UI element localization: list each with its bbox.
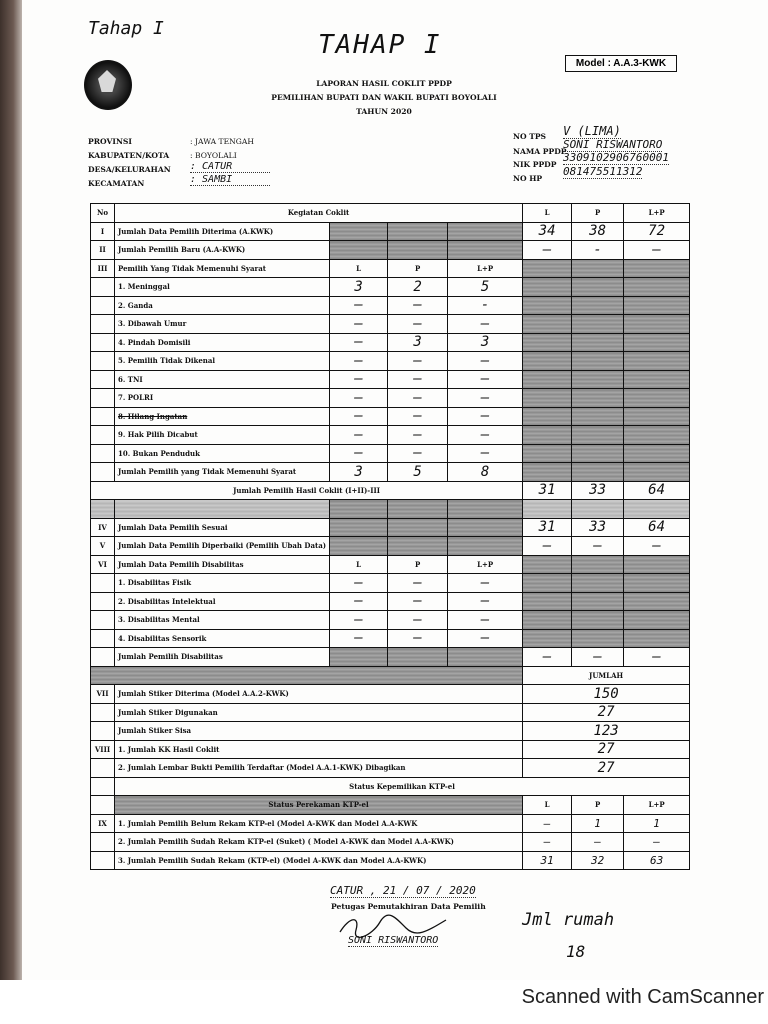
tps-value: V (LIMA) <box>563 124 621 138</box>
status-rekam-label: Status Perekaman KTP-el <box>115 796 523 815</box>
corner-note: Tahap I <box>88 18 164 39</box>
stiker-value: 150 <box>523 685 690 704</box>
table-row <box>91 222 690 241</box>
ktp-row <box>91 814 690 833</box>
value-l: — <box>330 296 388 315</box>
row-label: Jumlah Data Pemilih Diterima (A.KWK) <box>115 222 330 241</box>
col-l-header: L <box>523 204 572 223</box>
value-p: — <box>388 426 448 445</box>
value-l: 31 <box>523 851 572 870</box>
tms-total-label: Jumlah Pemilih yang Tidak Memenuhi Syarat <box>115 463 330 482</box>
ktp-label: 1. Jumlah Pemilih Belum Rekam KTP-el (Model A-KWK dan Model A.A-KWK <box>115 814 523 833</box>
hasil-coklit-row <box>91 481 690 500</box>
tms-row <box>91 352 690 371</box>
tms-label: 10. Bukan Penduduk <box>115 444 330 463</box>
stiker-row <box>91 685 690 704</box>
value-p: — <box>388 296 448 315</box>
value-lp: — <box>448 426 523 445</box>
value-p: 2 <box>388 278 448 297</box>
row-no: I <box>91 222 115 241</box>
tms-label: 1. Meninggal <box>115 278 330 297</box>
row-no: IX <box>91 814 115 833</box>
village-value: : CATUR <box>190 161 270 173</box>
value-p: 33 <box>572 481 624 500</box>
tms-total-row <box>91 463 690 482</box>
value-lp: — <box>448 611 523 630</box>
tms-row <box>91 444 690 463</box>
disability-row <box>91 592 690 611</box>
value-lp: 64 <box>624 481 690 500</box>
col-no-header: No <box>91 204 115 223</box>
signing-date: CATUR , 21 / 07 / 2020 <box>330 884 476 897</box>
tms-label: 2. Ganda <box>115 296 330 315</box>
value-lp: — <box>448 444 523 463</box>
value-lp: — <box>624 833 690 852</box>
province-label: PROVINSI <box>88 137 132 146</box>
row-no <box>91 833 115 852</box>
value-l: 3 <box>330 278 388 297</box>
value-l: — <box>330 389 388 408</box>
stiker-row <box>91 703 690 722</box>
page-edge-shadow <box>0 0 24 980</box>
village-label: DESA/KELURAHAN <box>88 165 171 174</box>
tms-row <box>91 407 690 426</box>
sub-col-l: L <box>330 259 388 278</box>
value-l: — <box>523 648 572 667</box>
value-lp: - <box>448 296 523 315</box>
status-ktp-label: Status Kepemilikan KTP-el <box>115 777 690 796</box>
row-no: III <box>91 259 115 278</box>
kk-label: 1. Jumlah KK Hasil Coklit <box>115 740 523 759</box>
value-lp: — <box>624 648 690 667</box>
value-l: — <box>330 592 388 611</box>
value-lp: 3 <box>448 333 523 352</box>
handwritten-note-count: 18 <box>566 942 586 961</box>
report-subtitle: PEMILIHAN BUPATI DAN WAKIL BUPATI BOYOLALI <box>271 93 497 102</box>
ppdp-nik-label: NIK PPDP <box>513 160 557 169</box>
tms-label: 6. TNI <box>115 370 330 389</box>
value-p: — <box>388 611 448 630</box>
value-p: — <box>572 648 624 667</box>
kk-value: 27 <box>523 759 690 778</box>
row-no: VIII <box>91 740 115 759</box>
ppdp-nik-value: 3309102906760001 <box>563 151 669 164</box>
table-row <box>91 518 690 537</box>
row-no <box>91 851 115 870</box>
value-l: — <box>330 370 388 389</box>
value-l: — <box>330 426 388 445</box>
ktp-label: 2. Jumlah Pemilih Sudah Rekam KTP-el (Suket) ( Model A-KWK dan Model A.A-KWK) <box>115 833 523 852</box>
value-lp: — <box>448 592 523 611</box>
phone-value: 081475511312 <box>563 165 643 178</box>
row-no <box>91 759 115 778</box>
stiker-label: Jumlah Stiker Digunakan <box>115 703 523 722</box>
jumlah-header: JUMLAH <box>523 666 690 685</box>
tms-label: 8. Hilang Ingatan <box>115 407 330 426</box>
sub-col-lp: L+P <box>448 555 523 574</box>
value-lp: — <box>624 537 690 556</box>
value-l: — <box>330 444 388 463</box>
value-p: - <box>572 241 624 260</box>
value-lp: 72 <box>624 222 690 241</box>
district-label: KECAMATAN <box>88 179 145 188</box>
sub-col-lp: L+P <box>448 259 523 278</box>
tms-label: 4. Pindah Domisili <box>115 333 330 352</box>
tms-label: 3. Dibawah Umur <box>115 315 330 334</box>
value-lp: — <box>448 407 523 426</box>
stiker-label: Jumlah Stiker Sisa <box>115 722 523 741</box>
row-label: Jumlah Pemilih Baru (A.A-KWK) <box>115 241 330 260</box>
value-lp: — <box>624 241 690 260</box>
value-l: — <box>523 537 572 556</box>
table-row <box>91 555 690 574</box>
row-label: Jumlah Data Pemilih Disabilitas <box>115 555 330 574</box>
value-p: — <box>388 315 448 334</box>
col-lp-header: L+P <box>624 204 690 223</box>
disability-total-row <box>91 648 690 667</box>
tms-label: 9. Hak Pilih Dicabut <box>115 426 330 445</box>
table-row <box>91 259 690 278</box>
sub-col-p: P <box>388 555 448 574</box>
tms-row <box>91 389 690 408</box>
ppdp-name-label: NAMA PPDP <box>513 147 567 156</box>
row-no <box>91 703 115 722</box>
tms-row <box>91 315 690 334</box>
disability-label: 1. Disabilitas Fisik <box>115 574 330 593</box>
value-lp: 63 <box>624 851 690 870</box>
ktp-label: 3. Jumlah Pemilih Sudah Rekam (KTP-el) (Model A-KWK dan Model A.A-KWK) <box>115 851 523 870</box>
value-l: — <box>523 814 572 833</box>
province-value: : JAWA TENGAH <box>190 137 254 146</box>
value-p: — <box>572 537 624 556</box>
stiker-label: Jumlah Stiker Diterima (Model A.A.2-KWK) <box>115 685 523 704</box>
hasil-label: Jumlah Pemilih Hasil Coklit (I+II)-III <box>91 481 523 500</box>
ktp-row <box>91 851 690 870</box>
status-rekam-row <box>91 796 690 815</box>
kk-value: 27 <box>523 740 690 759</box>
value-p: — <box>388 370 448 389</box>
value-p: — <box>572 833 624 852</box>
value-l: — <box>330 611 388 630</box>
value-p: — <box>388 574 448 593</box>
value-p: 32 <box>572 851 624 870</box>
officer-name: SONI RISWANTORO <box>348 935 439 946</box>
disability-label: 2. Disabilitas Intelektual <box>115 592 330 611</box>
disability-label: 4. Disabilitas Sensorik <box>115 629 330 648</box>
stiker-value: 123 <box>523 722 690 741</box>
row-no: VII <box>91 685 115 704</box>
row-no: IV <box>91 518 115 537</box>
report-year: TAHUN 2020 <box>356 107 412 116</box>
value-p: — <box>388 389 448 408</box>
value-p: — <box>388 352 448 371</box>
value-lp: 64 <box>624 518 690 537</box>
district-value: : SAMBI <box>190 174 270 186</box>
tms-row <box>91 296 690 315</box>
value-p: 3 <box>388 333 448 352</box>
row-label: Pemilih Yang Tidak Memenuhi Syarat <box>115 259 330 278</box>
row-no: VI <box>91 555 115 574</box>
value-p: — <box>388 407 448 426</box>
disability-label: 3. Disabilitas Mental <box>115 611 330 630</box>
tms-row <box>91 333 690 352</box>
disability-total-label: Jumlah Pemilih Disabilitas <box>115 648 330 667</box>
value-l: 31 <box>523 481 572 500</box>
sub-col-l: L <box>330 555 388 574</box>
value-l: 3 <box>330 463 388 482</box>
kk-row <box>91 759 690 778</box>
value-lp: — <box>448 629 523 648</box>
disability-row <box>91 611 690 630</box>
phone-label: NO HP <box>513 174 543 183</box>
tms-row <box>91 278 690 297</box>
sub-col-p: P <box>388 259 448 278</box>
kk-label: 2. Jumlah Lembar Bukti Pemilih Terdaftar (Model A.A.1-KWK) Dibagikan <box>115 759 523 778</box>
value-p: 38 <box>572 222 624 241</box>
value-l: — <box>330 315 388 334</box>
coklit-table <box>90 203 690 870</box>
table-row <box>91 241 690 260</box>
tms-label: 7. POLRI <box>115 389 330 408</box>
value-l: — <box>523 241 572 260</box>
tms-label: 5. Pemilih Tidak Dikenal <box>115 352 330 371</box>
report-title: LAPORAN HASIL COKLIT PPDP <box>316 79 452 88</box>
value-p: 1 <box>572 814 624 833</box>
table-header-row <box>91 204 690 223</box>
ktp-row <box>91 833 690 852</box>
value-lp: — <box>448 389 523 408</box>
row-no: V <box>91 537 115 556</box>
model-label: Model : A.A.3-KWK <box>565 55 677 72</box>
disability-row <box>91 629 690 648</box>
tps-label: NO TPS <box>513 132 547 141</box>
handwritten-title: TAHAP I <box>318 30 442 60</box>
ktp-col-p: P <box>572 796 624 815</box>
value-p: 5 <box>388 463 448 482</box>
col-p-header: P <box>572 204 624 223</box>
value-l: 31 <box>523 518 572 537</box>
jumlah-header-row <box>91 666 690 685</box>
tms-row <box>91 426 690 445</box>
row-label: Jumlah Data Pemilih Diperbaiki (Pemilih Ubah Data) <box>115 537 330 556</box>
value-l: — <box>330 333 388 352</box>
value-l: — <box>330 407 388 426</box>
row-no: II <box>91 241 115 260</box>
handwritten-note: Jml rumah <box>522 910 615 930</box>
regency-label: KABUPATEN/KOTA <box>88 151 170 160</box>
value-lp: — <box>448 574 523 593</box>
row-label: Jumlah Data Pemilih Sesuai <box>115 518 330 537</box>
scanner-watermark: Scanned with CamScanner <box>521 986 764 1008</box>
value-lp: — <box>448 352 523 371</box>
value-l: — <box>330 352 388 371</box>
value-lp: 5 <box>448 278 523 297</box>
ppdp-name-value: SONI RISWANTORO <box>563 138 663 151</box>
value-p: 33 <box>572 518 624 537</box>
value-lp: 8 <box>448 463 523 482</box>
status-ktp-row <box>91 777 690 796</box>
separator-row <box>91 500 690 519</box>
value-lp: 1 <box>624 814 690 833</box>
officer-role: Petugas Pemutakhiran Data Pemilih <box>331 902 486 911</box>
value-lp: — <box>448 370 523 389</box>
stiker-row <box>91 722 690 741</box>
table-row <box>91 537 690 556</box>
value-l: — <box>330 574 388 593</box>
value-l: — <box>523 833 572 852</box>
ktp-col-l: L <box>523 796 572 815</box>
regency-value: : BOYOLALI <box>190 151 237 160</box>
value-lp: — <box>448 315 523 334</box>
row-no <box>91 722 115 741</box>
tms-row <box>91 370 690 389</box>
value-p: — <box>388 629 448 648</box>
stiker-value: 27 <box>523 703 690 722</box>
kk-row <box>91 740 690 759</box>
value-p: — <box>388 592 448 611</box>
ktp-col-lp: L+P <box>624 796 690 815</box>
value-l: 34 <box>523 222 572 241</box>
value-p: — <box>388 444 448 463</box>
col-kegiatan-header: Kegiatan Coklit <box>115 204 523 223</box>
disability-row <box>91 574 690 593</box>
value-l: — <box>330 629 388 648</box>
